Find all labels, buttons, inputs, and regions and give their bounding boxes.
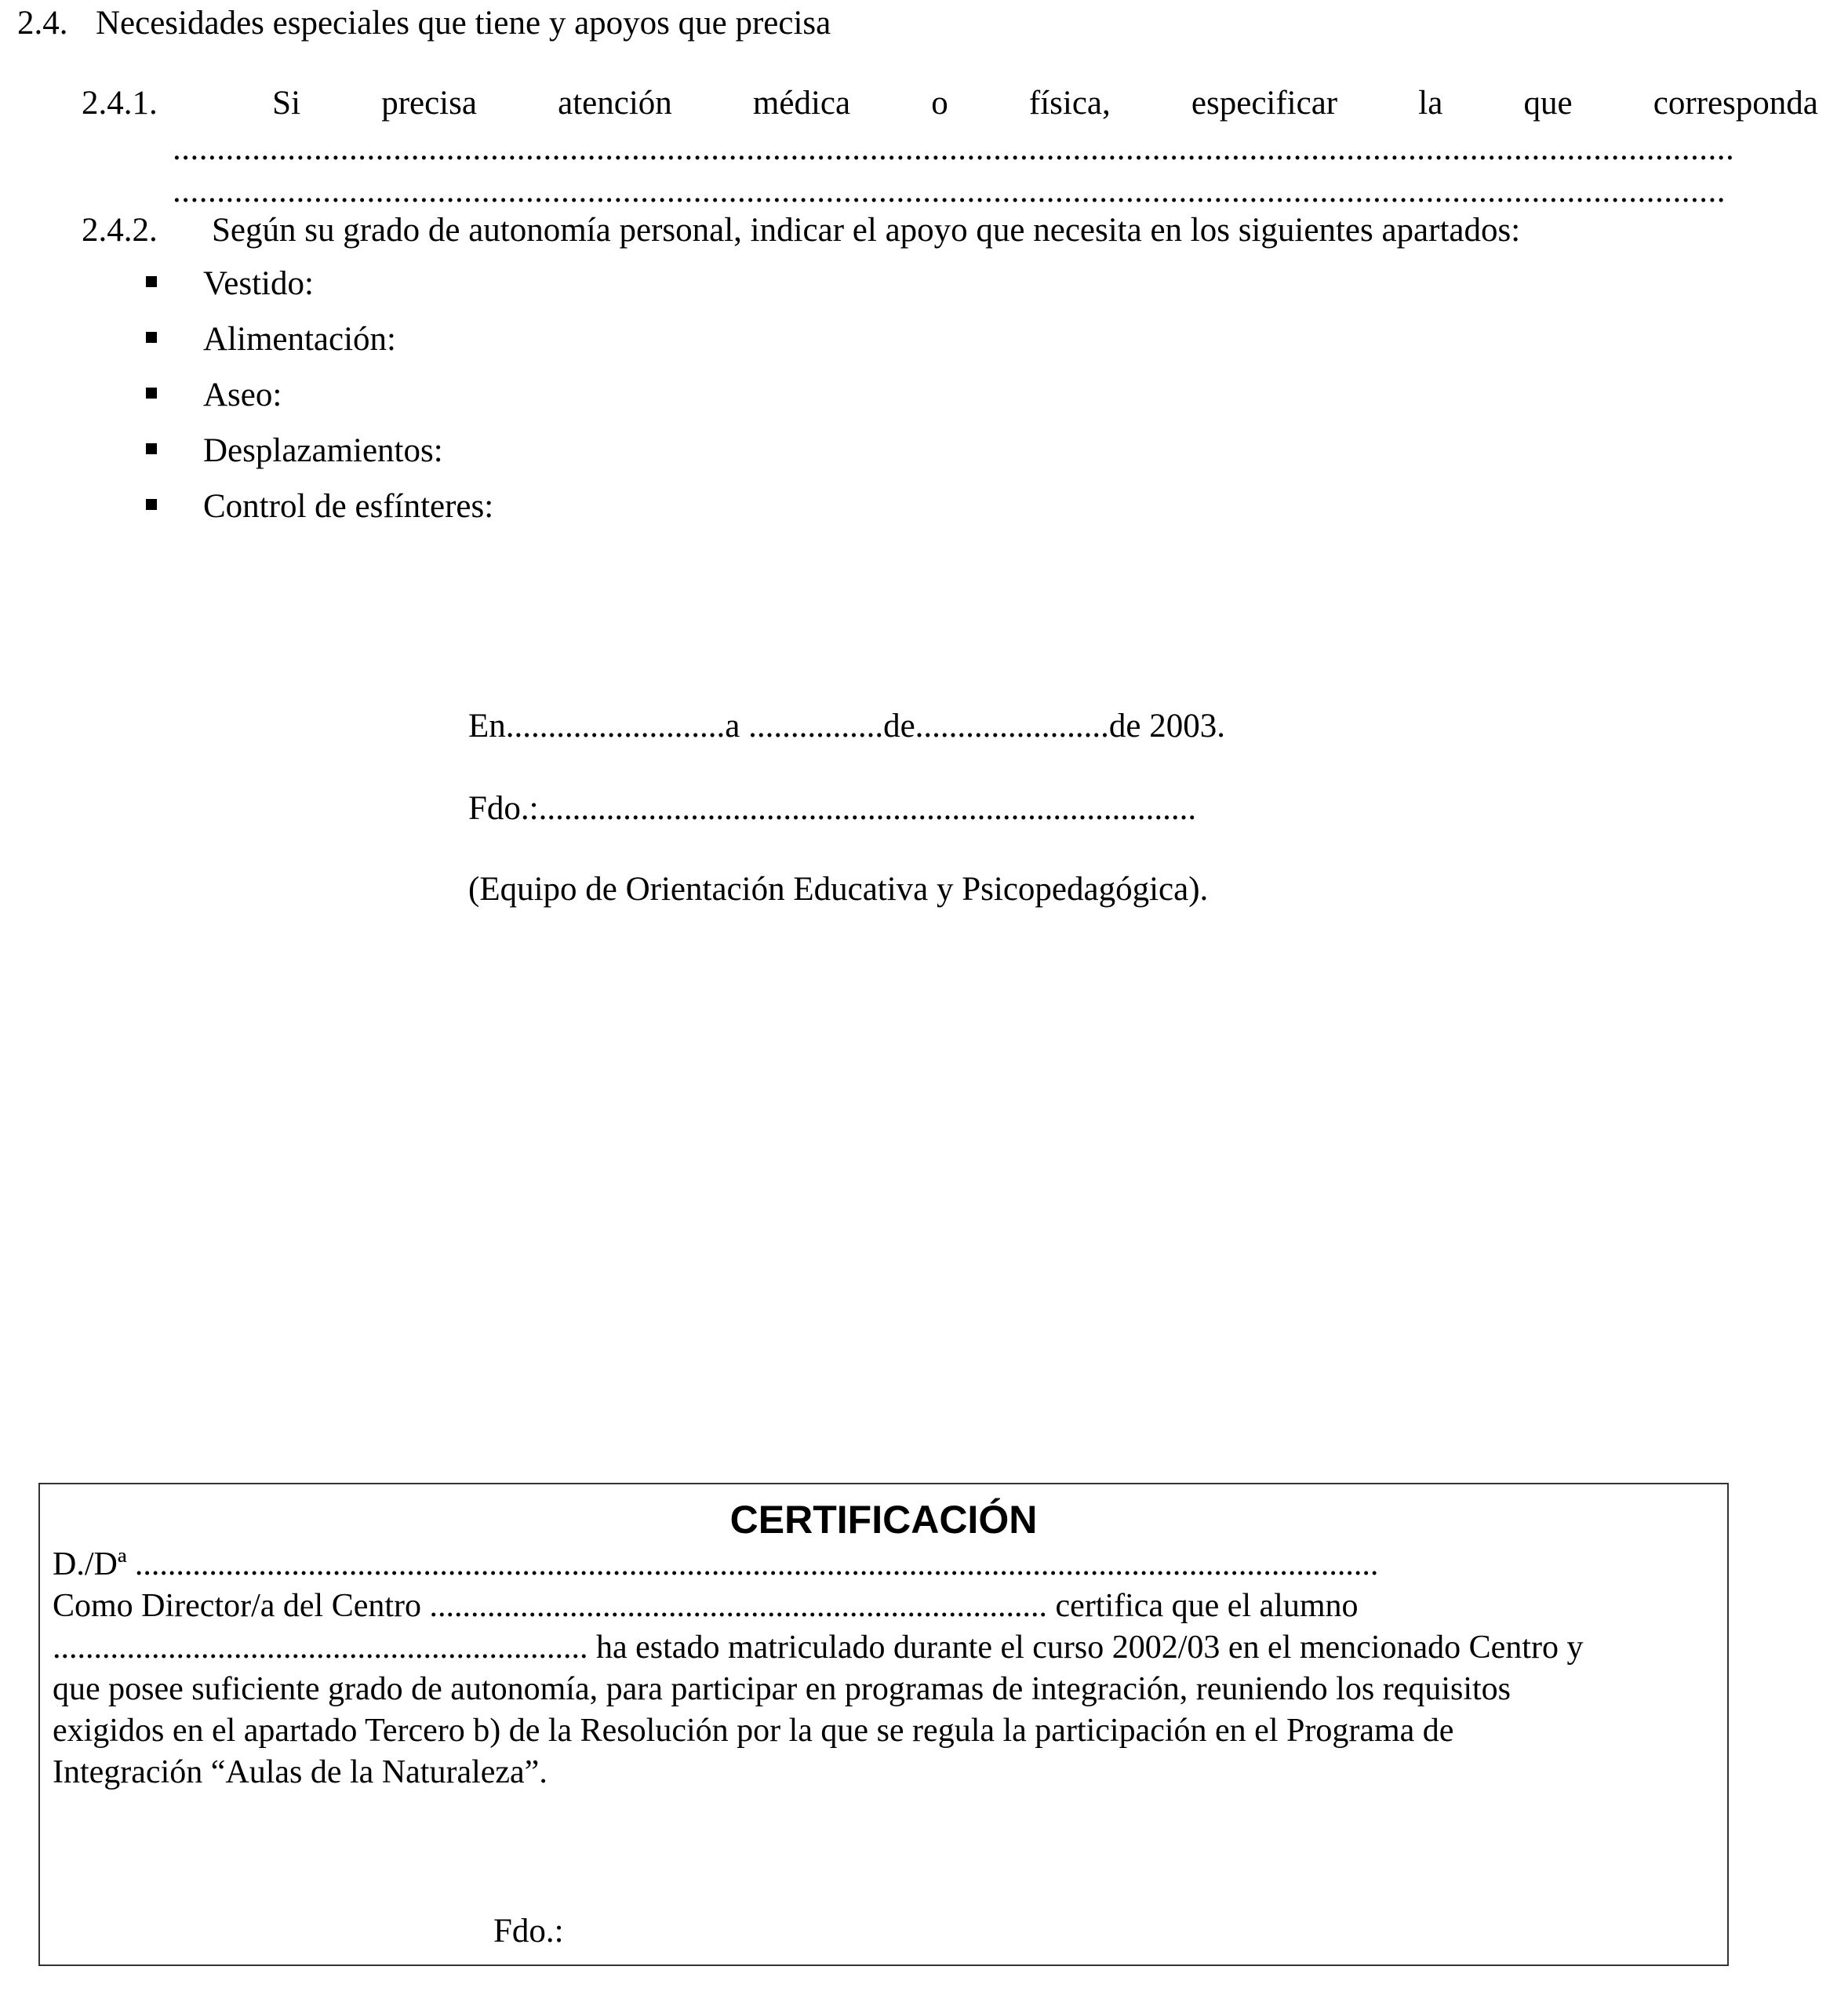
signed-line: Fdo.:.............................................................................. — [468, 790, 1197, 827]
signer-role: (Equipo de Orientación Educativa y Psicopedagógica). — [468, 871, 1209, 908]
certification-box — [38, 1483, 1729, 1966]
item-241-word: que — [1523, 85, 1573, 122]
item-242-line — [82, 213, 1520, 247]
item-241-word: precisa — [381, 85, 477, 122]
item-241-word: especificar — [1191, 85, 1338, 122]
bullet-square-icon — [146, 332, 157, 343]
bullet-square-icon — [146, 499, 157, 510]
certification-signed: Fdo.: — [493, 1913, 564, 1950]
bullet-label-alimentacion: Alimentación: — [203, 321, 396, 358]
item-241-word: Si — [272, 85, 301, 122]
section-number: 2.4. — [17, 5, 68, 42]
certification-text — [53, 1544, 1723, 1793]
section-title: Necesidades especiales que tiene y apoyos que precisa — [96, 5, 831, 42]
item-241-line — [82, 86, 1818, 120]
bullet-square-icon — [146, 443, 157, 454]
bullet-label-vestido: Vestido: — [203, 265, 314, 302]
item-242-text: Según su grado de autonomía personal, indicar el apoyo que necesita en los siguientes apartados: — [212, 212, 1521, 249]
item-241-word: médica — [752, 85, 851, 122]
item-242-number: 2.4.2. — [82, 212, 158, 249]
certification-line: que posee suficiente grado de autonomía, para participar en programas de integración, reuniendo los requisitos — [53, 1671, 1512, 1707]
certification-line: exigidos en el apartado Tercero b) de la Resolución por la que se regula la participación en el Programa de — [53, 1713, 1454, 1749]
place-date-line: En..........................a ................de.......................de 2003. — [468, 708, 1226, 745]
item-241-dotted-line-1: ................................................................................................................................................................................. — [173, 132, 1735, 166]
certification-title: CERTIFICACIÓN — [729, 1498, 1038, 1542]
item-241-word: o — [931, 85, 948, 122]
bullet-label-control-esfinteres: Control de esfínteres: — [203, 488, 494, 525]
section-heading — [17, 6, 831, 40]
bullet-square-icon — [146, 388, 157, 399]
certification-line: Como Director/a del Centro ........................................................................... certifica que el alumno — [53, 1588, 1359, 1624]
certification-line: ................................................................. ha estado matriculado durante el curso 2002/03 en el mencionado Centro y — [53, 1629, 1584, 1666]
item-241-dotted-line-2: ................................................................................................................................................................................ — [173, 174, 1726, 208]
bullet-label-desplazamientos: Desplazamientos: — [203, 432, 443, 469]
item-241-word: la — [1418, 85, 1443, 122]
item-241-word: física, — [1028, 85, 1111, 122]
item-241-number: 2.4.1. — [82, 85, 158, 122]
item-241-word: corresponda — [1653, 85, 1818, 122]
certification-line: Integración “Aulas de la Naturaleza”. — [53, 1754, 547, 1790]
bullet-square-icon — [146, 276, 157, 287]
item-241-word: atención — [558, 85, 672, 122]
certification-line: D./Dª ....................................................................................................................................................... — [53, 1546, 1379, 1582]
bullet-label-aseo: Aseo: — [203, 377, 282, 413]
